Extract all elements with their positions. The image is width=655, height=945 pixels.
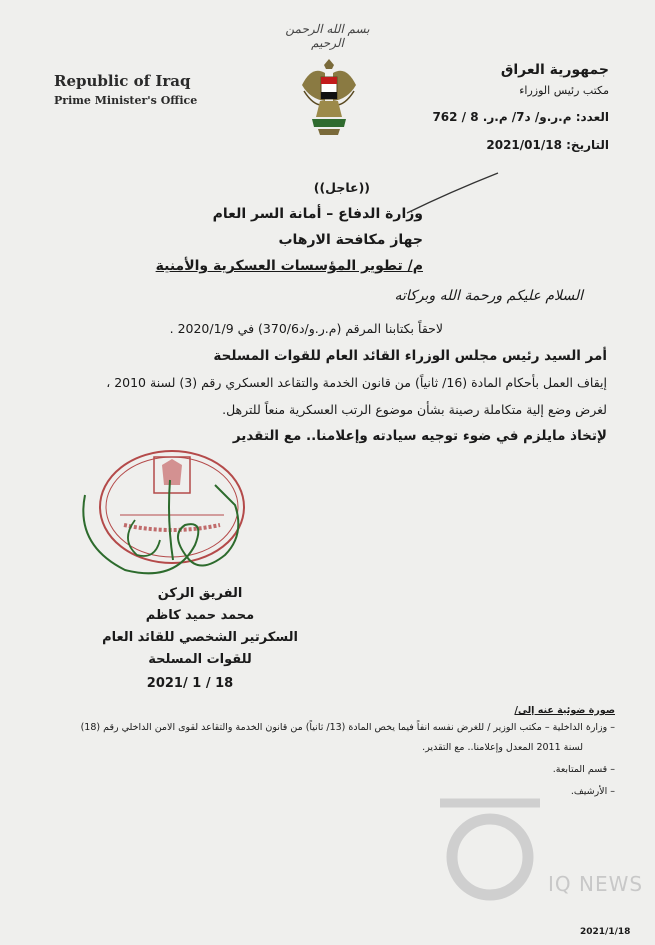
signatory-title: السكرتير الشخصي للقائد العام [102, 630, 298, 645]
recipient-counter-terrorism: جهاز مكافحة الارهاب [278, 232, 423, 248]
paragraph-closing: لإتخاذ مايلزم في ضوء توجيه سيادته وإعلامنا.. مع التقدير [232, 428, 607, 444]
footer-date: 2021/1/18 [580, 927, 631, 937]
watermark-text: IQ NEWS [548, 872, 644, 896]
urgent-marker: ((عاجل)) [313, 180, 370, 195]
arabic-title: جمهورية العراق [500, 62, 609, 78]
paragraph-line-2: أمر السيد رئيس مجلس الوزراء القائد العام للقوات المسلحة [213, 348, 607, 364]
copy-item-3-text: الأرشيف. [570, 786, 608, 797]
arabic-subtitle: مكتب رئيس الوزراء [519, 84, 609, 97]
english-subtitle: Prime Minister's Office [54, 94, 198, 107]
recipient-defense: وزارة الدفاع – أمانة السر العام [212, 206, 423, 222]
iq-news-logo-icon [430, 795, 550, 905]
copy-item-2-text: قسم المتابعة. [552, 764, 608, 775]
copy-item-1-continued: لسنة 2011 المعدل وإعلامنا.. مع التقدير. [422, 742, 583, 753]
english-title: Republic of Iraq [54, 72, 191, 90]
handwritten-signature [75, 465, 250, 585]
signatory-rank: الفريق الركن [157, 586, 243, 601]
basmala: بسم الله الرحمن الرحيم [285, 22, 370, 50]
signatory-title-2: للقوات المسلحة [148, 652, 252, 667]
signature-date: 2021/ 1 / 18 [146, 676, 234, 691]
copy-item-1: – وزارة الداخلية – مكتب الوزير / للغرض نفسه انفاً فيما يخص المادة (13/ ثانياً) من قانون الخدمة والتقاعد لقوى الامن الداخلي رقم (18) [80, 722, 615, 733]
copy-item-3: – الأرشيف. [570, 786, 615, 797]
paragraph-line-4: لغرض وضع إلية متكاملة رصينة بشأن موضوع الرتب العسكرية منعاً للترهل. [222, 402, 607, 417]
paragraph-line-1: لاحقاً بكتابنا المرقم (م.ر.و/د370/6) في 2020/1/9 . [169, 321, 443, 336]
reference-number: العدد: م.ر.و/ د7/ م.ر. 8 / 762 [432, 110, 609, 124]
paragraph-line-3: إيقاف العمل بأحكام المادة (16/ ثانياً) من قانون الخدمة والتقاعد العسكري رقم (3) لسنة 2010 ، [106, 375, 607, 390]
greeting: السلام عليكم ورحمة الله وبركاته [394, 288, 583, 304]
copies-heading: صورة ضوئية عنه إلى/ [514, 705, 615, 716]
copy-item-2: – قسم المتابعة. [552, 764, 615, 775]
eagle-emblem-icon [298, 55, 360, 141]
copy-item-1-text: وزارة الداخلية – مكتب الوزير / للغرض نفسه انفاً فيما يخص المادة (13/ ثانياً) من قانون الخدمة والتقاعد لقوى الامن الداخلي رقم (18) [80, 722, 608, 733]
subject-line: م/ تطوير المؤسسات العسكرية والأمنية [155, 258, 423, 274]
signatory-name: محمد حميد كاظم [145, 608, 255, 623]
document-date: التاريخ: 2021/01/18 [486, 138, 609, 152]
